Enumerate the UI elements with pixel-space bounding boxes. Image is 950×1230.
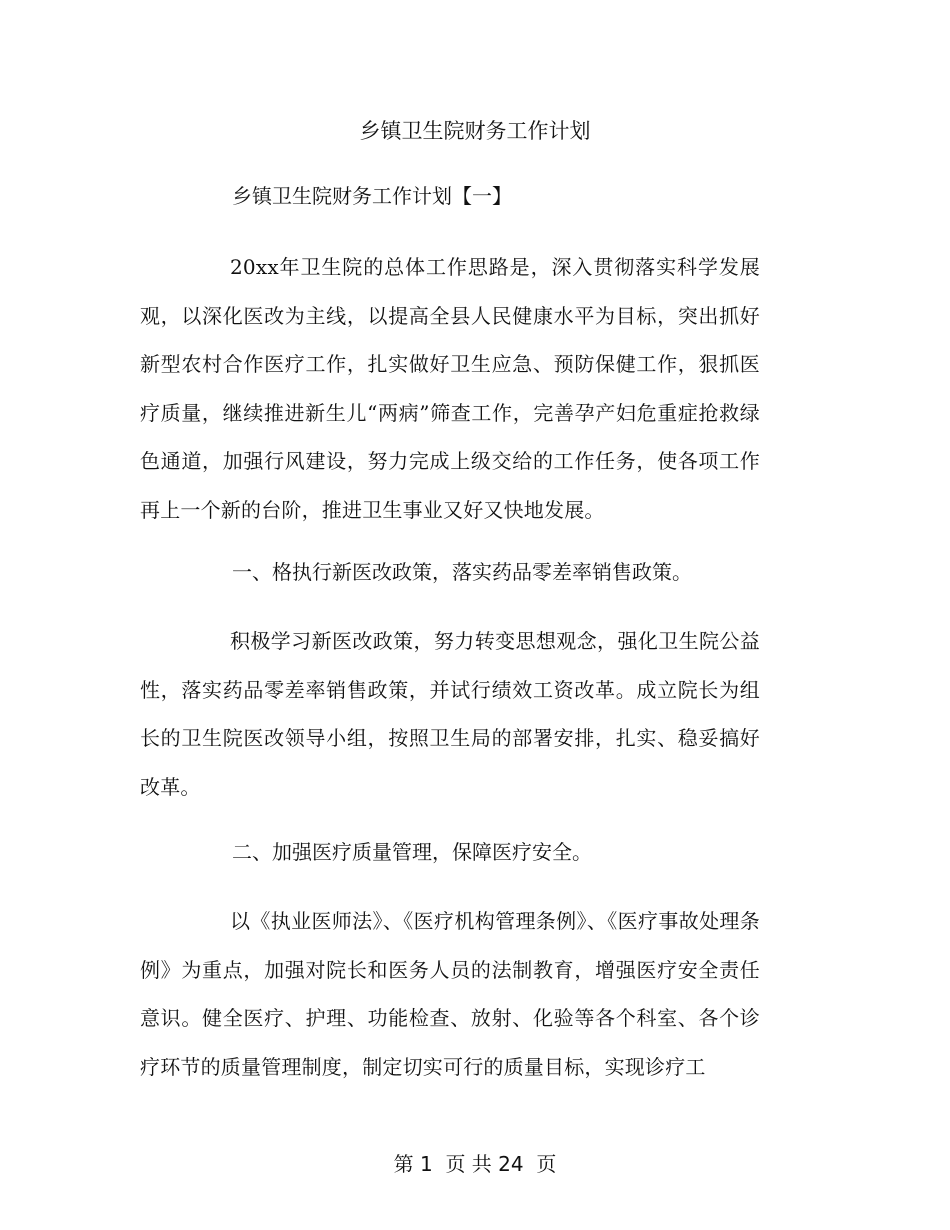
paragraph-1: 20xx年卫生院的总体工作思路是，深入贯彻落实科学发展观，以深化医改为主线，以提高全县人民健康水平为目标，突出抓好新型农村合作医疗工作，扎实做好卫生应急、预防保健工作，狠抓医疗质量，继续推进新生儿“两病”筛查工作，完善孕产妇危重症抢救绿色通道，加强行风建设，努力完成上级交给的工作任务，使各项工作再上一个新的台阶，推进卫生事业又好又快地发展。: [140, 255, 760, 522]
page-footer: 第 1 页 共 24 页: [393, 1152, 557, 1176]
document-title: 乡镇卫生院财务工作计划: [359, 119, 591, 143]
paragraph-2: 积极学习新医改政策，努力转变思想观念，强化卫生院公益性，落实药品零差率销售政策，并试行绩效工资改革。成立院长为组长的卫生院医改领导小组，按照卫生局的部署安排，扎实、稳妥搞好改革。: [140, 629, 760, 799]
section-heading-2: 二、加强医疗质量管理，保障医疗安全。: [232, 840, 592, 864]
section-heading-1: 一、格执行新医改政策，落实药品零差率销售政策。: [232, 560, 692, 584]
document-subtitle: 乡镇卫生院财务工作计划【一】: [232, 184, 512, 208]
paragraph-3: 以《执业医师法》、《医疗机构管理条例》、《医疗事故处理条例》为重点，加强对院长和医务人员的法制教育，增强医疗安全责任意识。健全医疗、护理、功能检查、放射、化验等各个科室、各个诊疗环节的质量管理制度，制定切实可行的质量目标，实现诊疗工: [140, 909, 760, 1079]
